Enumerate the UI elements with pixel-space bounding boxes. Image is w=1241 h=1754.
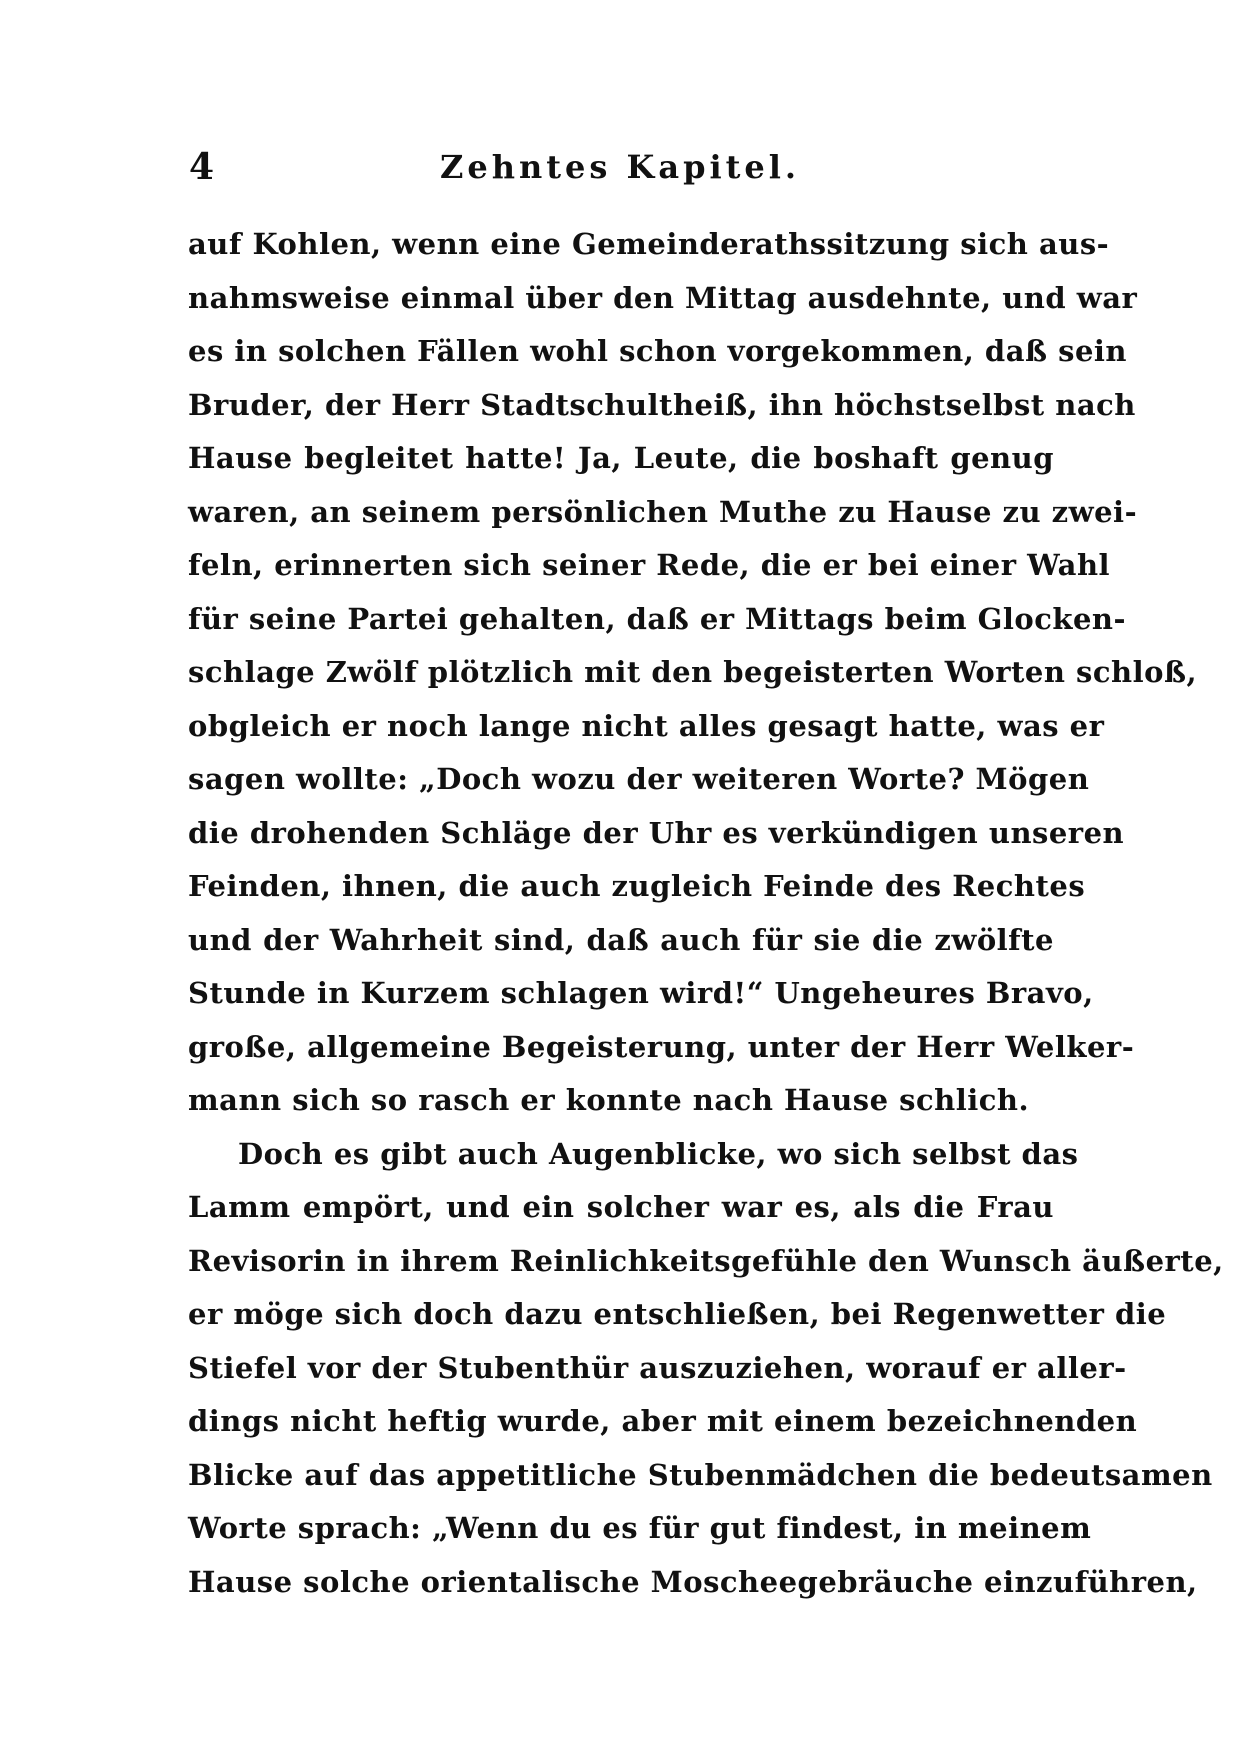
text-line: für seine Partei gehalten, daß er Mittags beim Glocken- <box>188 601 1127 636</box>
text-line: obgleich er noch lange nicht alles gesagt hatte, was er <box>188 708 1105 743</box>
chapter-title: Zehntes Kapitel. <box>439 148 801 186</box>
text-line: schlage Zwölf plötzlich mit den begeisterten Worten schloß, <box>188 655 1198 689</box>
text-line: große, allgemeine Begeisterung, unter der Herr Welker- <box>188 1029 1135 1064</box>
body-text <box>188 218 1224 1609</box>
text-line: nahmsweise einmal über den Mittag ausdehnte, und war <box>188 280 1138 315</box>
text-line: Doch es gibt auch Augenblicke, wo sich selbst das <box>238 1136 1079 1171</box>
text-line: Blicke auf das appetitliche Stubenmädchen die bedeutsamen <box>188 1457 1213 1492</box>
text-line: er möge sich doch dazu entschließen, bei Regenwetter die <box>188 1297 1167 1331</box>
text-line: Bruder, der Herr Stadtschultheiß, ihn höchstselbst nach <box>188 387 1136 422</box>
text-line: und der Wahrheit sind, daß auch für sie die zwölfte <box>188 922 1054 957</box>
text-line: es in solchen Fällen wohl schon vorgekommen, daß sein <box>188 334 1127 368</box>
text-line: mann sich so rasch er konnte nach Hause schlich. <box>188 1083 1030 1117</box>
page-number: 4 <box>189 146 215 188</box>
text-line: die drohenden Schläge der Uhr es verkündigen unseren <box>188 815 1125 850</box>
text-line: Hause solche orientalische Moscheegebräuche einzuführen, <box>188 1564 1198 1599</box>
text-line: sagen wollte: „Doch wozu der weiteren Worte? Mögen <box>188 762 1090 796</box>
text-line: waren, an seinem persönlichen Muthe zu Hause zu zwei- <box>188 494 1138 529</box>
text-line: Revisorin in ihrem Reinlichkeitsgefühle den Wunsch äußerte, <box>188 1243 1224 1278</box>
text-line: dings nicht heftig wurde, aber mit einem bezeichnenden <box>188 1404 1138 1438</box>
text-line: Stiefel vor der Stubenthür auszuziehen, worauf er aller- <box>188 1350 1127 1385</box>
text-line: Lamm empört, und ein solcher war es, als die Frau <box>188 1190 1054 1224</box>
text-line: Worte sprach: „Wenn du es für gut findest, in meinem <box>188 1511 1092 1545</box>
running-head <box>185 142 1055 192</box>
text-line: Stunde in Kurzem schlagen wird!“ Ungeheures Bravo, <box>188 976 1094 1010</box>
text-line: auf Kohlen, wenn eine Gemeinderathssitzung sich aus- <box>188 227 1110 261</box>
text-line: feln, erinnerten sich seiner Rede, die er bei einer Wahl <box>188 548 1111 582</box>
text-line: Hause begleitet hatte! Ja, Leute, die boshaft genug <box>188 441 1054 475</box>
text-line: Feinden, ihnen, die auch zugleich Feinde des Rechtes <box>188 869 1086 903</box>
